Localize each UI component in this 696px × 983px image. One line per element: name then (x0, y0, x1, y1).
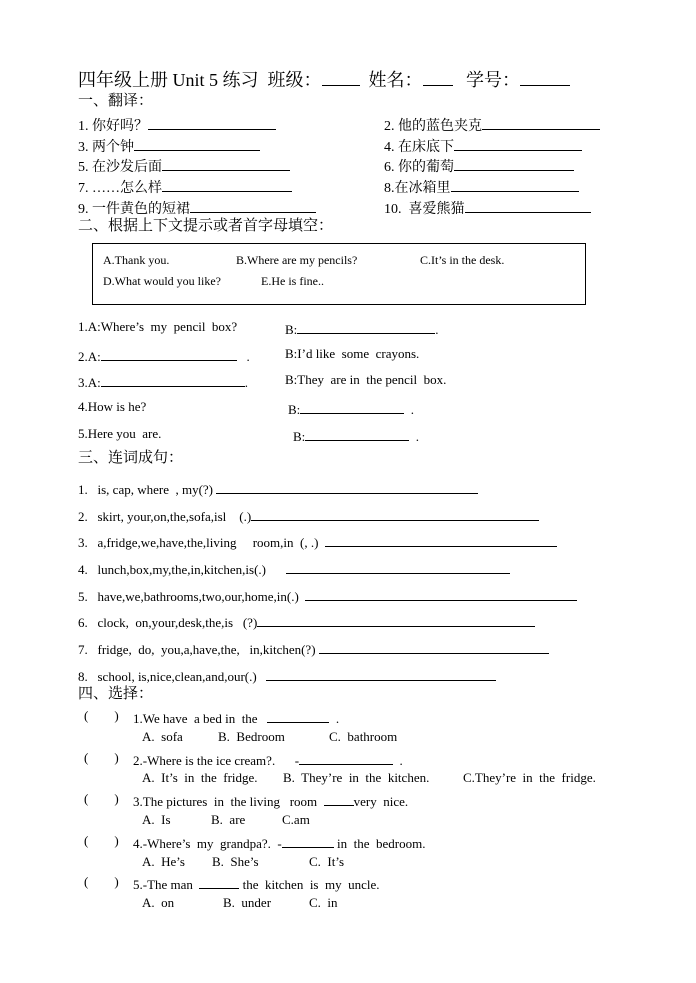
choice-option: C. It’s (309, 854, 345, 869)
name-blank[interactable] (423, 72, 453, 86)
answer-blank[interactable] (299, 751, 393, 765)
choice-question: 4.-Where’s my grandpa?. - in the bedroom. (133, 836, 426, 851)
answer-blank[interactable] (101, 373, 245, 387)
answer-blank[interactable] (482, 116, 600, 130)
dialog-a: 2.A: . (78, 349, 250, 364)
answer-blank[interactable] (162, 178, 292, 192)
choice-paren[interactable]: ( ) (84, 708, 119, 723)
choice-option: B. Bedroom (218, 729, 285, 744)
answer-blank[interactable] (325, 533, 557, 547)
translate-item: 3. 两个钟 (78, 137, 260, 155)
translate-item: 1. 你好吗？ (78, 116, 276, 134)
choice-question: 5.-The man the kitchen is my uncle. (133, 877, 380, 892)
choice-option: B. They’re in the kitchen. (283, 770, 430, 785)
translate-item: 5. 在沙发后面 (78, 157, 290, 175)
answer-blank[interactable] (300, 400, 404, 414)
translate-item: 10. 喜爱熊猫 (384, 199, 591, 217)
translate-item: 8.在冰箱里 (384, 178, 579, 196)
answer-blank[interactable] (454, 137, 582, 151)
option-b: B.Where are my pencils? (236, 253, 358, 267)
answer-blank[interactable] (319, 640, 549, 654)
section4-heading: 四、选择： (78, 686, 154, 702)
choice-paren[interactable]: ( ) (84, 874, 119, 889)
choice-option: B. She’s (212, 854, 259, 869)
sentence-item: 5. have,we,bathrooms,two,our,home,in(.) (78, 587, 577, 603)
class-blank[interactable] (322, 72, 360, 86)
dialog-a: 3.A: . (78, 375, 248, 390)
choice-option: C. bathroom (329, 729, 398, 744)
choice-question: 2.-Where is the ice cream?. - . (133, 753, 403, 768)
translate-item: 9. 一件黄色的短裙 (78, 199, 316, 217)
number-blank[interactable] (520, 72, 570, 86)
dialog-b: B:I’d like some crayons. (285, 346, 420, 361)
choice-option: C.am (282, 812, 310, 827)
sentence-item: 7. fridge, do, you,a,have,the, in,kitchen(?) (78, 640, 549, 656)
answer-blank[interactable] (134, 137, 260, 151)
answer-blank[interactable] (148, 116, 276, 130)
option-a: A.Thank you. (103, 253, 170, 267)
choice-paren[interactable]: ( ) (84, 833, 119, 848)
page-header (78, 71, 570, 89)
answer-blank[interactable] (297, 320, 435, 334)
answer-blank[interactable] (305, 587, 577, 601)
name-label: 姓名： (368, 70, 423, 90)
choice-option: C.They’re in the fridge. (463, 770, 596, 785)
answer-blank[interactable] (267, 709, 329, 723)
choice-option: B. under (223, 895, 272, 910)
page-title: 四年级上册 Unit 5 练习 (78, 70, 259, 90)
sentence-item: 1. is, cap, where , my(?) (78, 480, 478, 496)
section2-heading: 二、根据上下文提示或者首字母填空： (78, 218, 334, 234)
answer-blank[interactable] (101, 347, 237, 361)
translate-item: 7. ……怎么样 (78, 178, 292, 196)
answer-blank[interactable] (216, 480, 478, 494)
answer-blank[interactable] (454, 157, 574, 171)
option-e: E.He is fine.. (261, 274, 324, 288)
number-label: 学号： (466, 70, 521, 90)
choice-option: A. Is (142, 812, 171, 827)
answer-blank[interactable] (190, 199, 316, 213)
sentence-item: 6. clock, on,your,desk,the,is (?) (78, 613, 535, 629)
choice-question: 3.The pictures in the living room very nice. (133, 794, 409, 809)
class-label: 班级： (267, 70, 322, 90)
dialog-a: 4.How is he? (78, 399, 147, 414)
answer-blank[interactable] (282, 834, 334, 848)
translate-item: 6. 你的葡萄 (384, 157, 574, 175)
dialog-b: B: . (285, 322, 439, 337)
sentence-item: 3. a,fridge,we,have,the,living room,in (, .) (78, 533, 557, 549)
choice-option: A. sofa (142, 729, 183, 744)
answer-blank[interactable] (266, 667, 496, 681)
answer-blank[interactable] (465, 199, 591, 213)
choice-question: 1.We have a bed in the . (133, 711, 340, 726)
sentence-item: 8. school, is,nice,clean,and,our(.) (78, 667, 496, 683)
dialog-b: B:They are in the pencil box. (285, 372, 447, 387)
answer-blank[interactable] (324, 792, 354, 806)
choice-paren[interactable]: ( ) (84, 791, 119, 806)
choice-option: C. in (309, 895, 338, 910)
option-d: D.What would you like? (103, 274, 221, 288)
dialog-b: B: . (288, 402, 415, 417)
choice-option: A. It’s in the fridge. (142, 770, 258, 785)
dialog-a: 5.Here you are. (78, 426, 162, 441)
choice-paren[interactable]: ( ) (84, 750, 119, 765)
sentence-item: 2. skirt, your,on,the,sofa,isl (.) (78, 507, 539, 523)
translate-item: 2. 他的蓝色夹克 (384, 116, 600, 134)
answer-blank[interactable] (286, 560, 510, 574)
answer-blank[interactable] (251, 507, 539, 521)
translate-item: 4. 在床底下 (384, 137, 582, 155)
section3-heading: 三、连词成句： (78, 450, 184, 466)
sentence-item: 4. lunch,box,my,the,in,kitchen,is(.) (78, 560, 510, 576)
section1-heading: 一、翻译： (78, 93, 154, 109)
answer-blank[interactable] (199, 875, 239, 889)
option-c: C.It’s in the desk. (420, 253, 505, 267)
dialog-a: 1.A:Where’s my pencil box? (78, 319, 238, 334)
answer-blank[interactable] (451, 178, 579, 192)
answer-blank[interactable] (162, 157, 290, 171)
choice-option: B. are (211, 812, 246, 827)
answer-blank[interactable] (257, 613, 535, 627)
choice-option: A. on (142, 895, 175, 910)
dialog-b: B: . (293, 429, 420, 444)
answer-blank[interactable] (305, 427, 409, 441)
choice-option: A. He’s (142, 854, 185, 869)
